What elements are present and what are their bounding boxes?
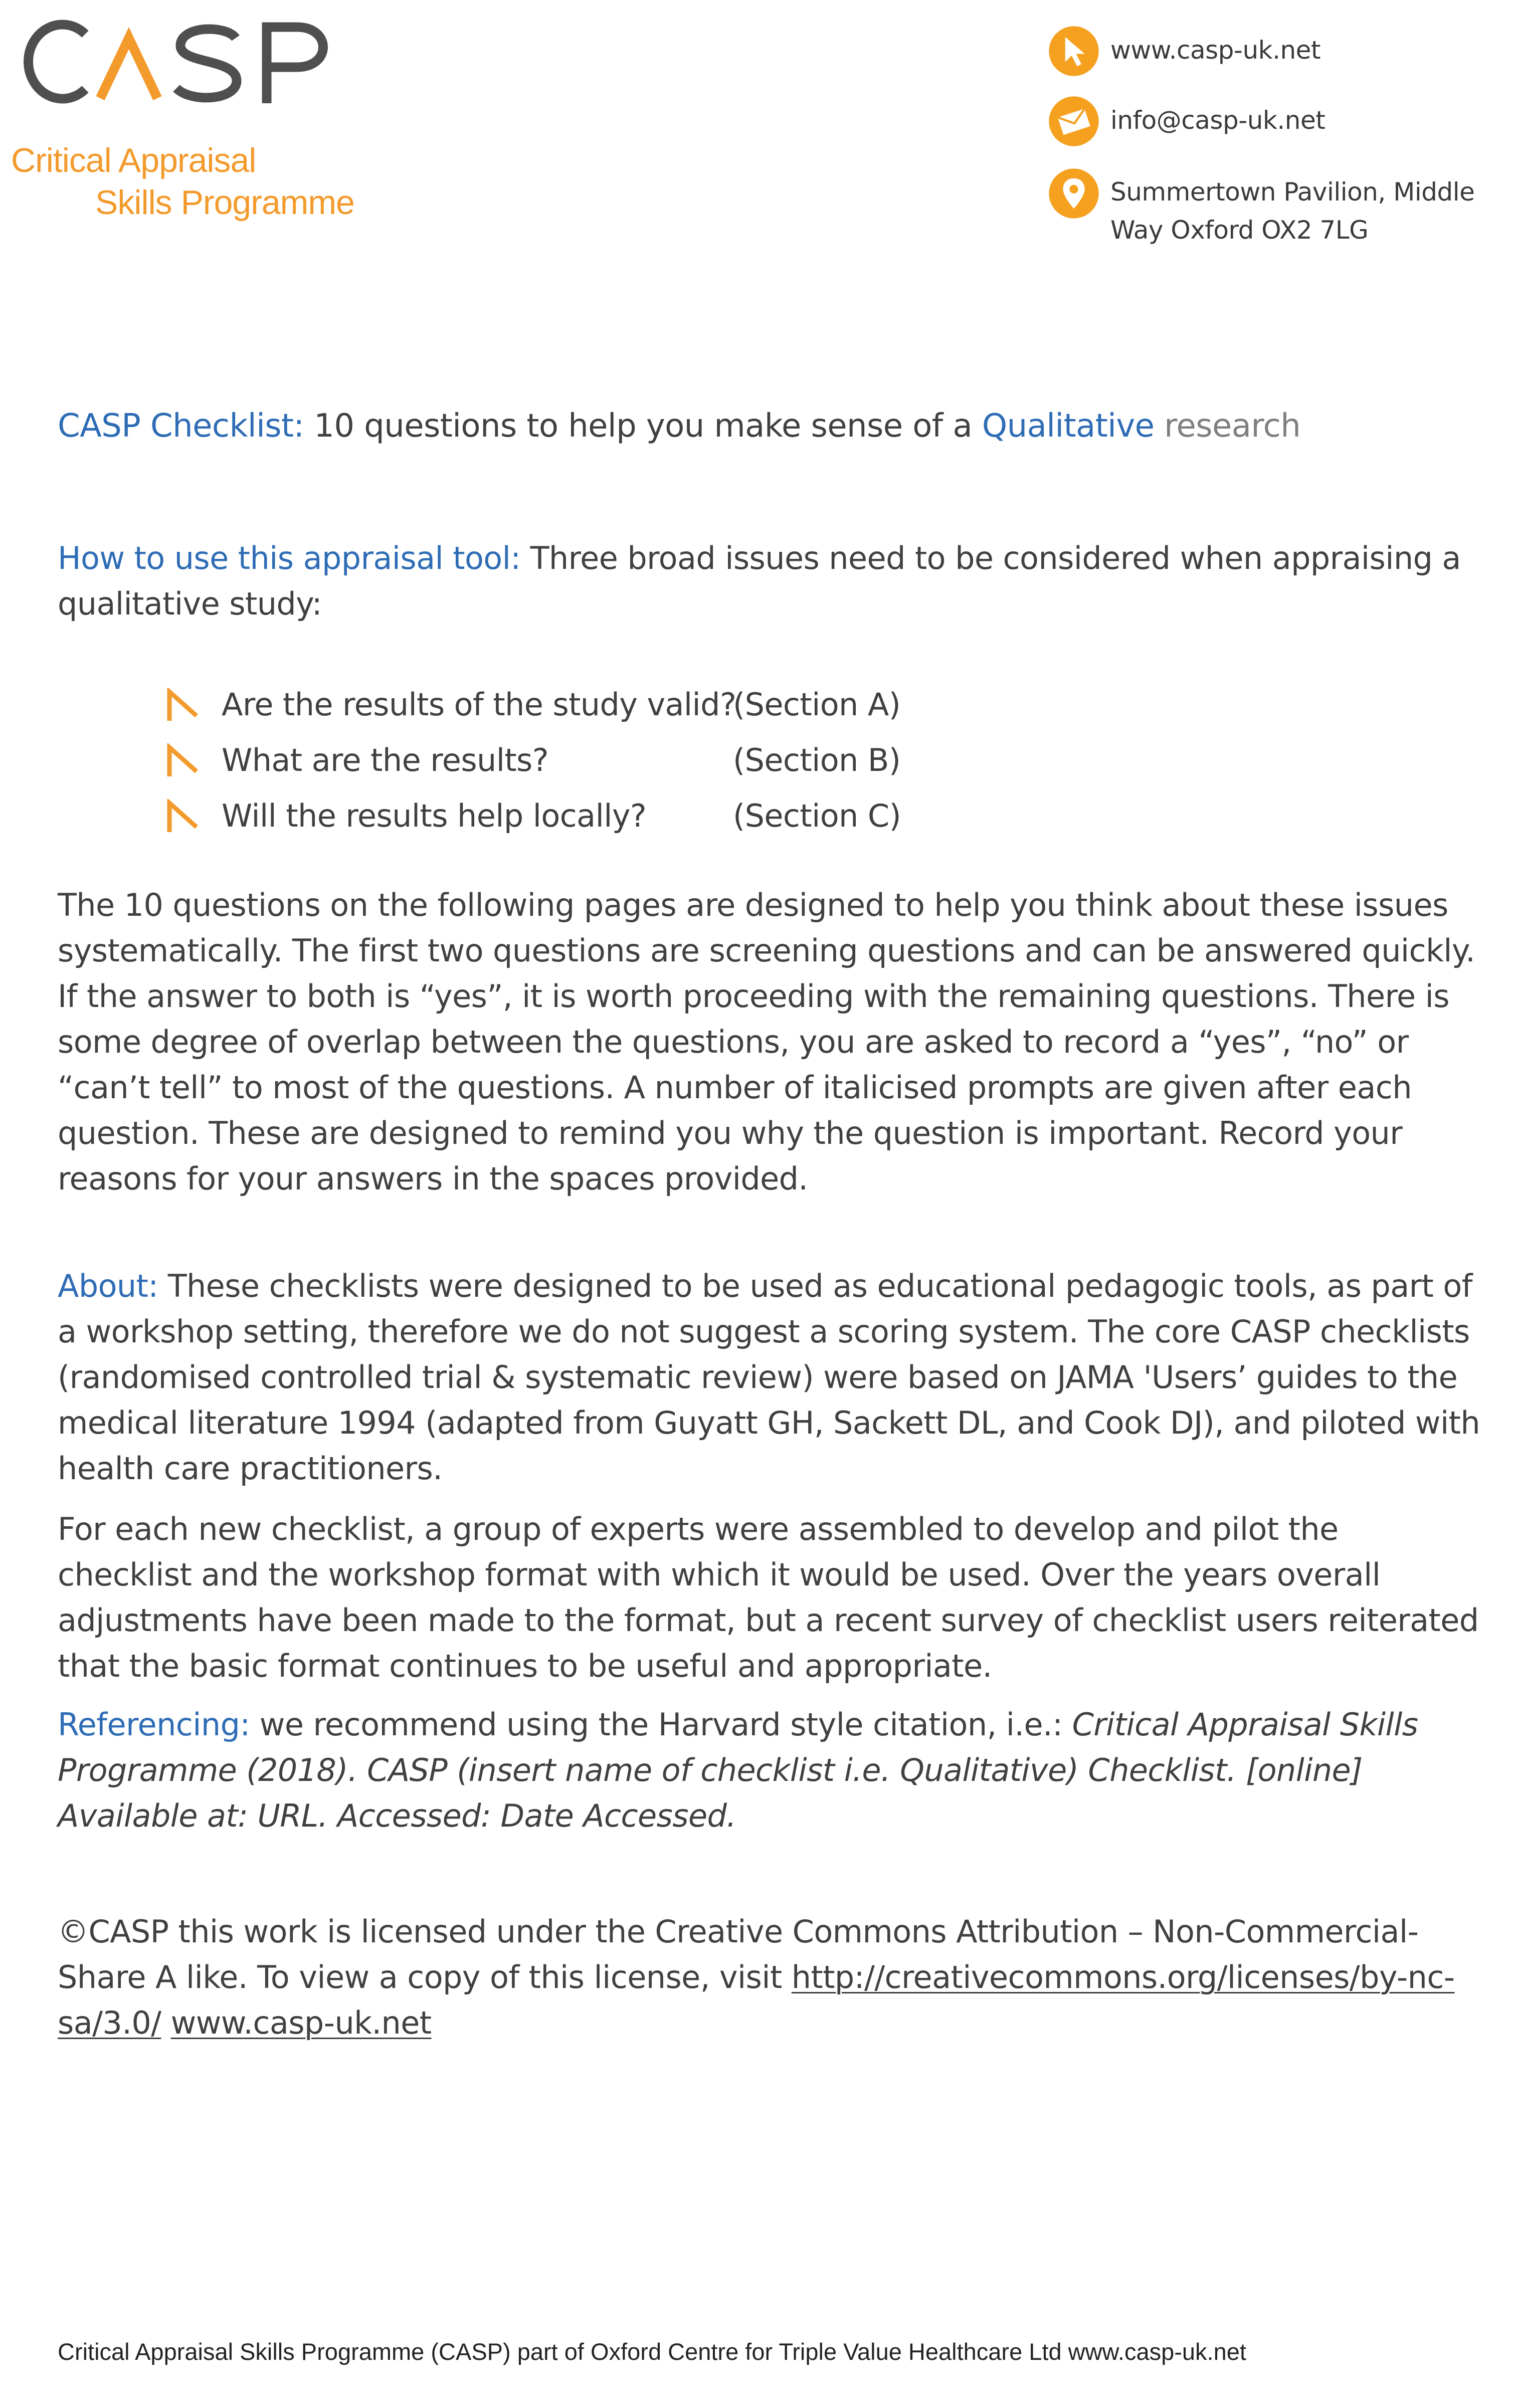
location-pin-icon: [1047, 166, 1101, 221]
about-label: About:: [58, 1268, 158, 1304]
checklist-title-suffix: research: [1164, 408, 1301, 445]
checklist-title-text: 10 questions to help you make sense of a: [314, 408, 973, 445]
license-paragraph: [58, 1909, 1481, 2046]
logo-subtitle-line2: Skills Programme: [95, 183, 354, 222]
contact-website[interactable]: www.casp-uk.net: [1110, 36, 1321, 65]
contact-address-line1: Summertown Pavilion, Middle: [1110, 177, 1475, 207]
contact-email[interactable]: info@casp-uk.net: [1110, 106, 1326, 135]
website-link[interactable]: www.casp-uk.net: [170, 2004, 432, 2041]
about-text: These checklists were designed to be used as educational pedagogic tools, as part of a workshop setting, therefore we do not suggest a scoring system. The core CASP checklists (randomised controlled trial & systematic review) were based on JAMA 'Users’ guides to the medical literature 1994 (adapted from Guyatt GH, Sackett DL, and Cook DJ), and piloted with health care practitioners.: [58, 1268, 1480, 1487]
chevron-bullet-icon: [165, 743, 201, 778]
license-text: ©CASP this work is licensed under the Creative Commons Attribution – Non-Commercial-Share A like. To view a copy of this license, visit: [58, 1913, 1419, 1995]
license-link[interactable]: http://creativecommons.org/licenses/by-nc-sa/3.0/: [58, 1959, 1455, 2041]
logo-subtitle-line1: Critical Appraisal: [11, 141, 256, 179]
checklist-title-highlight: Qualitative: [982, 408, 1155, 445]
intro-paragraph: The 10 questions on the following pages are designed to help you think about these issues systematically. The first two questions are screening questions and can be answered quickly. If the answer to both is “yes”, it is worth proceeding with the remaining questions. There is some degree of overlap between the questions, you are asked to record a “yes”, “no” or “can’t tell” to most of the questions. A number of italicised prompts are given after each question. These are designed to remind you why the question is important. Record your reasons for your answers in the spaces provided.: [58, 887, 1475, 1197]
contact-address-line2: Way Oxford OX2 7LG: [1110, 216, 1369, 245]
how-to-use-label: How to use this appraisal tool:: [58, 540, 521, 576]
issue-question: What are the results?: [222, 742, 549, 778]
checklist-title: [58, 404, 1481, 449]
issue-section: (Section C): [733, 797, 901, 834]
casp-logo-wordmark: [11, 14, 372, 109]
about-paragraph: [58, 1263, 1481, 1491]
new-checklist-paragraph: For each new checklist, a group of experts were assembled to develop and pilot the checklist and the workshop format with which it would be used. Over the years overall adjustments have been made to the format, but a recent survey of checklist users reiterated that the basic format continues to be useful and appropriate.: [58, 1511, 1479, 1684]
checklist-title-label: CASP Checklist:: [58, 408, 304, 445]
issue-section: (Section B): [733, 742, 901, 778]
page-footer: Critical Appraisal Skills Programme (CASP) part of Oxford Centre for Triple Value Healthcare Ltd www.casp-uk.net: [58, 2338, 1246, 2365]
issue-question: Are the results of the study valid?: [222, 686, 736, 723]
cursor-icon: [1047, 24, 1101, 78]
referencing-text: we recommend using the Harvard style citation, i.e.:: [259, 1706, 1063, 1743]
referencing-paragraph: [58, 1702, 1481, 1839]
issue-question: Will the results help locally?: [222, 797, 647, 834]
how-to-use-text: Three broad issues need to be considered when appraising a qualitative study:: [58, 540, 1461, 622]
chevron-bullet-icon: [165, 799, 201, 834]
envelope-icon: [1047, 94, 1101, 148]
referencing-citation: Critical Appraisal Skills Programme (2018). CASP (insert name of checklist i.e. Qualitative) Checklist. [online] Available at: URL. Accessed: Date Accessed.: [58, 1706, 1418, 1834]
issue-section: (Section A): [733, 686, 901, 723]
chevron-bullet-icon: [165, 688, 201, 723]
how-to-use-paragraph: [58, 535, 1481, 627]
referencing-label: Referencing:: [58, 1706, 250, 1743]
